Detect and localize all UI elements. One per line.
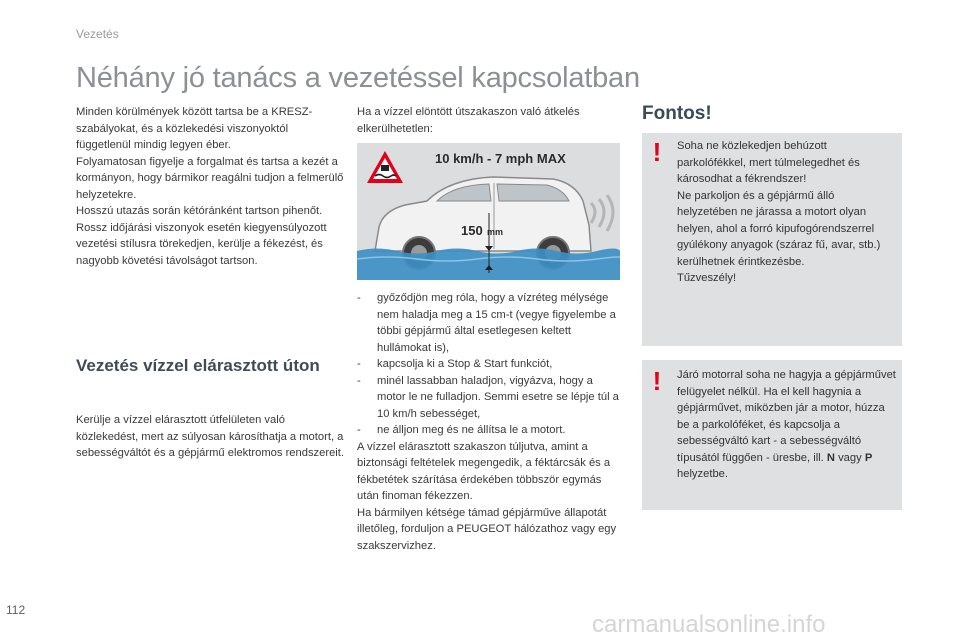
flood-text: Kerülje a vízzel elárasztott útfelületen való közlekedést, mert az súlyosan károsíthatja a motort, a sebességváltót és a gépjármű elektromos rendszereit. bbox=[76, 414, 345, 459]
section-label: Vezetés bbox=[76, 27, 119, 41]
fontos-heading: Fontos! bbox=[642, 103, 712, 124]
intro-paragraph: Minden körülmények között tartsa be a KRESZ-szabályokat, és a közlekedési viszonyoktól függetlenül mindig legyen éber. bbox=[76, 106, 313, 151]
exclamation-icon: ! bbox=[652, 137, 662, 167]
after-paragraph: A vízzel elárasztott szakaszon túljutva, amint a biztonsági feltételek megengedik, a féktárcsák és a fékbetétek szárítása érdekében többször egymás után finoman fékezzen. bbox=[357, 440, 611, 502]
intro-text bbox=[76, 104, 344, 269]
list-item: - minél lassabban haladjon, vigyázva, hogy a motor le ne fulladjon. Semmi esetre se lépje túl a 10 km/h sebességet, bbox=[357, 374, 619, 420]
flood-intro: Ha a vízzel elöntött útszakaszon való átkelés elkerülhetetlen: bbox=[357, 106, 580, 135]
watermark: carmanualsonline.info bbox=[592, 611, 826, 638]
intro-paragraph: Hosszú utazás során kétóránként tartson pihenőt. bbox=[76, 205, 323, 217]
warning-box bbox=[642, 360, 902, 510]
page-title: Néhány jó tanács a vezetéssel kapcsolatban bbox=[76, 62, 640, 94]
warning-text: Járó motorral soha ne hagyja a gépjárművet felügyelet nélkül. Ha el kell hagynia a gépjárművet, miközben jár a motor, húzza be a parkolóféket, és kapcsolja a sebességváltó kart - a sebességváltó típusától függően - üresbe, ill. N vagy P helyzetbe. bbox=[677, 369, 896, 480]
page-number: 112 bbox=[6, 603, 26, 617]
flood-instructions bbox=[357, 290, 619, 554]
flood-heading: Vezetés vízzel elárasztott úton bbox=[76, 356, 320, 375]
exclamation-icon: ! bbox=[652, 366, 662, 396]
speed-label: 10 km/h - 7 mph MAX bbox=[435, 151, 566, 166]
depth-unit: mm bbox=[487, 227, 504, 237]
intro-paragraph: Rossz időjárási viszonyok esetén kiegyensúlyozott vezetési stílusra törekedjen, kerülje a fékezést, és nagyobb követési távolságot tartson. bbox=[76, 221, 327, 267]
warning-box bbox=[642, 133, 902, 346]
car-in-water-illustration bbox=[357, 143, 620, 280]
list-item: - kapcsolja ki a Stop & Start funkciót, bbox=[357, 358, 553, 370]
list-item: - győződjön meg róla, hogy a vízréteg mélysége nem haladja meg a 15 cm-t (vegye figyelembe a többi gépjármű által esetlegesen keltett hullámokat is), bbox=[357, 292, 616, 354]
list-item: - ne álljon meg és ne állítsa le a motort. bbox=[357, 424, 566, 436]
intro-paragraph: Folyamatosan figyelje a forgalmat és tartsa a kezét a kormányon, hogy bármikor reagálni tudjon a felmerülő helyzetekre. bbox=[76, 155, 344, 201]
warning-text: Soha ne közlekedjen behúzott parkolófékkel, mert túlmelegedhet és károsodhat a fékrendszer! Ne parkoljon és a gépjármű álló helyzetében ne járassa a motort olyan helyen, ahol a forró kipufogórendszerrel gyúlékony anyagok (száraz fű, avar, stb.) kerülhetnek érintkezésbe. Tűzveszély! bbox=[677, 140, 881, 284]
flood-illustration bbox=[357, 143, 620, 280]
depth-value: 150 bbox=[461, 223, 483, 238]
after-paragraph: Ha bármilyen kétsége támad gépjárműve állapotát illetőleg, forduljon a PEUGEOT hálózathoz vagy egy szakszervizhez. bbox=[357, 506, 617, 552]
